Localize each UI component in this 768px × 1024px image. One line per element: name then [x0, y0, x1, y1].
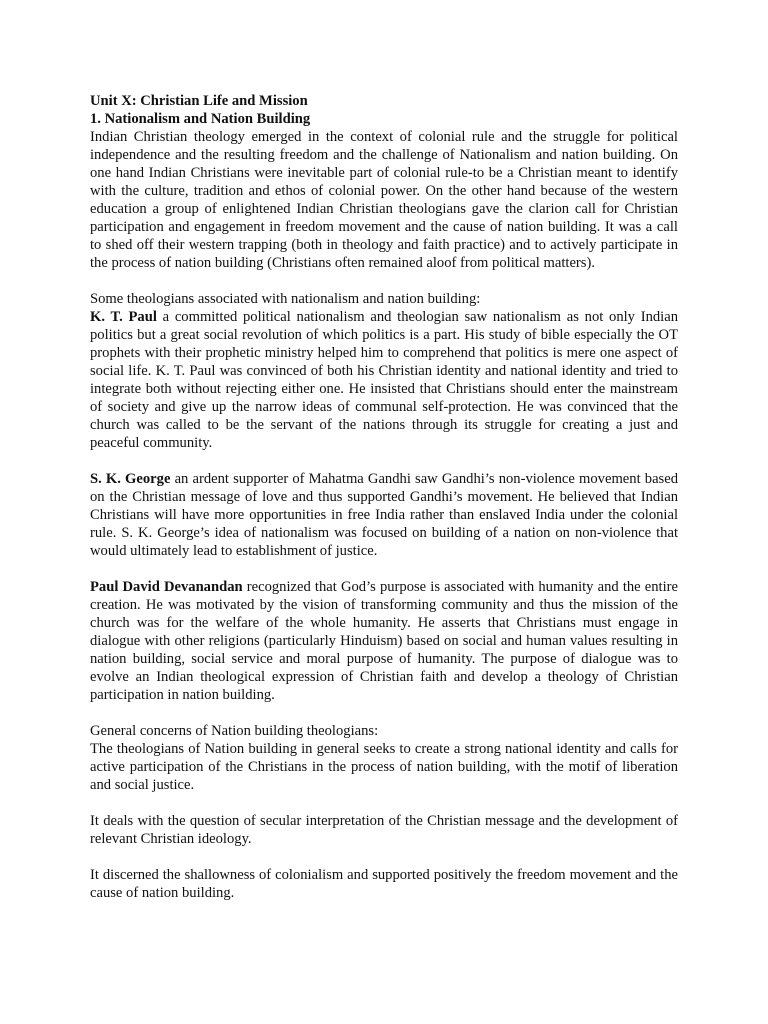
section-title: 1. Nationalism and Nation Building — [90, 111, 311, 127]
theologians-intro: Some theologians associated with nationalism and nation building: — [90, 291, 481, 307]
theologian-name: Paul David Devanandan — [90, 579, 243, 595]
concern-paragraph: It discerned the shallowness of colonialism and supported positively the freedom movement and the cause of nation building. — [90, 867, 678, 901]
theologian-paragraph-devanandan — [90, 578, 678, 704]
unit-title: Unit X: Christian Life and Mission — [90, 93, 308, 109]
concern-paragraph: The theologians of Nation building in general seeks to create a strong national identity and calls for active participation of the Christians in the process of nation building, with the motif of liberation and social justice. — [90, 741, 678, 793]
theologian-paragraph-kt-paul — [90, 308, 678, 452]
theologian-text: a committed political nationalism and theologian saw nationalism as not only Indian politics but a great social revolution of which politics is a part. His study of bible especially the OT prophets with their prophetic ministry helped him to comprehend that politics is mere one aspect of social life. K. T. Paul was convinced of both his Christian identity and national identity and tried to integrate both without rejecting either one. He insisted that Christians should enter the mainstream of society and give up the narrow ideas of communal self-protection. He was convinced that the church was called to be the servant of the nations through its struggle for creating a just and peaceful community. — [90, 309, 678, 451]
concerns-heading: General concerns of Nation building theologians: — [90, 723, 379, 739]
theologian-text: an ardent supporter of Mahatma Gandhi saw Gandhi’s non-violence movement based on the Christian message of love and thus supported Gandhi’s movement. He believed that Indian Christians will have more opportunities in free India rather than enslaved India under the colonial rule. S. K. George’s idea of nationalism was focused on building of a nation on non-violence that would ultimately lead to establishment of justice. — [90, 471, 678, 559]
concern-paragraph: It deals with the question of secular interpretation of the Christian message and the development of relevant Christian ideology. — [90, 813, 678, 847]
intro-paragraph: Indian Christian theology emerged in the context of colonial rule and the struggle for political independence and the resulting freedom and the challenge of Nationalism and nation building. On one hand Indian Christians were inevitable part of colonial rule-to be a Christian meant to identify with the culture, tradition and ethos of colonial power. On the other hand because of the western education a group of enlightened Indian Christian theologians gave the clarion call for Christian participation and engagement in freedom movement and the cause of nation building. It was a call to shed off their western trapping (both in theology and faith practice) and to actively participate in the process of nation building (Christians often remained aloof from political matters). — [90, 129, 678, 271]
theologian-name: K. T. Paul — [90, 309, 157, 325]
theologian-name: S. K. George — [90, 471, 171, 487]
theologian-paragraph-sk-george — [90, 470, 678, 560]
document-page — [90, 92, 678, 902]
theologian-text: recognized that God’s purpose is associated with humanity and the entire creation. He was motivated by the vision of transforming community and thus the mission of the church was for the welfare of the whole humanity. He asserts that Christians must engage in dialogue with other religions (particularly Hinduism) based on social and human values resulting in nation building, social service and moral purpose of humanity. The purpose of dialogue was to evolve an Indian theological expression of Christian faith and develop a theology of Christian participation in nation building. — [90, 579, 679, 703]
